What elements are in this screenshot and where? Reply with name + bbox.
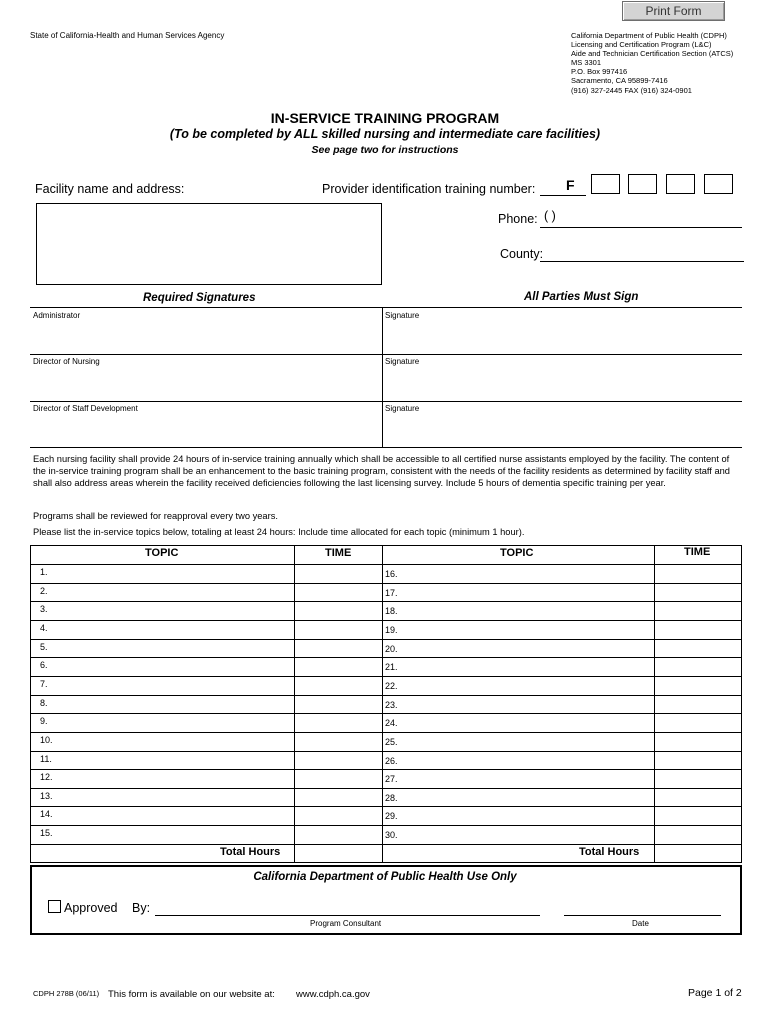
topic-row-number[interactable]: 12. <box>40 772 53 782</box>
topics-instructions: Please list the in-service topics below, totaling at least 24 hours: Include time allocated for each topic (minimum 1 hour). <box>33 527 525 537</box>
table-row-divider <box>30 769 742 770</box>
requirements-paragraph: Each nursing facility shall provide 24 hours of in-service training annually which shall be accessible to all certified nurse assistants employed by the facility. The content of the in-service training program shall be an enhancement to the basic training program, consistent with the needs of the facility residents as determined by facility staff and shall also address areas wherein the facility received deficiencies following the last licensing survey. Include 5 hours of dementia specific training per year. <box>33 454 730 488</box>
topic-row-number[interactable]: 19. <box>385 625 398 635</box>
total-hours-label-left: Total Hours <box>220 846 281 858</box>
administrator-signature-field[interactable]: Signature <box>385 311 420 320</box>
table-row-divider <box>30 601 742 602</box>
phone-field[interactable]: ( ) <box>544 209 556 223</box>
topic-row-number[interactable]: 15. <box>40 828 53 838</box>
topic-row-number[interactable]: 17. <box>385 588 398 598</box>
table-row-divider <box>30 751 742 752</box>
table-row-divider <box>30 564 742 565</box>
date-label: Date <box>632 919 649 928</box>
page-number: Page 1 of 2 <box>688 987 742 999</box>
provider-id-prefix: F <box>566 177 575 193</box>
facility-address-field[interactable] <box>36 203 382 285</box>
cdph-line: P.O. Box 997416 <box>571 67 628 77</box>
topic-row-number[interactable]: 5. <box>40 642 48 652</box>
reapproval-note: Programs shall be reviewed for reapproval every two years. <box>33 511 278 521</box>
provider-id-label: Provider identification training number: <box>322 182 536 196</box>
administrator-label: Administrator <box>33 311 81 320</box>
cdph-line: Sacramento, CA 95899-7416 <box>571 76 668 86</box>
topic-row-number[interactable]: 28. <box>385 793 398 803</box>
table-row-divider <box>30 676 742 677</box>
director-of-staff-development-signature-field[interactable]: Signature <box>385 404 420 413</box>
provider-id-underline <box>540 195 586 196</box>
county-field[interactable] <box>540 261 744 262</box>
topic-row-number[interactable]: 16. <box>385 569 398 579</box>
topic-header-left: TOPIC <box>145 547 179 559</box>
print-form-button[interactable]: Print Form <box>622 1 725 21</box>
time-header-right: TIME <box>684 546 711 558</box>
approved-label: Approved <box>64 901 118 915</box>
table-row-divider <box>30 844 742 845</box>
topic-row-number[interactable]: 14. <box>40 809 53 819</box>
total-hours-label-right: Total Hours <box>579 846 640 858</box>
cdph-line: California Department of Public Health (CDPH) <box>571 31 727 40</box>
topic-row-number[interactable]: 6. <box>40 660 48 670</box>
signatures-row-divider <box>30 354 742 355</box>
table-row-divider <box>30 657 742 658</box>
website-note: This form is available on our website at: <box>108 989 275 1000</box>
topic-header-right: TOPIC <box>500 547 534 559</box>
program-consultant-label: Program Consultant <box>310 919 382 928</box>
approved-checkbox[interactable] <box>48 900 61 913</box>
website-link[interactable]: www.cdph.ca.gov <box>296 989 370 1000</box>
date-field[interactable] <box>564 915 721 916</box>
facility-name-label: Facility name and address: <box>35 182 185 196</box>
form-title: IN-SERVICE TRAINING PROGRAM <box>270 110 500 126</box>
by-label: By: <box>132 901 151 915</box>
table-row-divider <box>30 806 742 807</box>
topic-row-number[interactable]: 3. <box>40 604 48 614</box>
topic-row-number[interactable]: 7. <box>40 679 48 689</box>
signatures-divider <box>382 307 383 448</box>
table-row-divider <box>30 639 742 640</box>
topic-row-number[interactable]: 11. <box>40 754 52 764</box>
director-of-nursing-label: Director of Nursing <box>33 357 100 366</box>
topic-row-number[interactable]: 1. <box>40 567 48 577</box>
cdph-line: Licensing and Certification Program (L&C) <box>571 40 712 50</box>
director-of-nursing-signature-field[interactable]: Signature <box>385 357 420 366</box>
all-parties-heading: All Parties Must Sign <box>524 291 639 303</box>
table-divider <box>654 545 655 863</box>
cdph-line: Aide and Technician Certification Section (ATCS) <box>571 49 734 59</box>
table-divider <box>294 545 295 863</box>
topic-row-number[interactable]: 8. <box>40 698 48 708</box>
cdph-line: (916) 327-2445 FAX (916) 324-0901 <box>571 85 692 95</box>
form-subtitle: (To be completed by ALL skilled nursing and intermediate care facilities) <box>169 127 601 141</box>
table-row-divider <box>30 732 742 733</box>
topic-row-number[interactable]: 2. <box>40 586 48 596</box>
provider-id-digit-box[interactable] <box>628 174 657 194</box>
form-code: CDPH 278B (06/11) <box>33 989 100 998</box>
signatures-row-divider <box>30 401 742 402</box>
topic-row-number[interactable]: 20. <box>385 644 398 654</box>
topic-row-number[interactable]: 23. <box>385 700 398 710</box>
topic-row-number[interactable]: 10. <box>40 735 53 745</box>
program-consultant-field[interactable] <box>155 915 540 916</box>
cdph-use-only-title: California Department of Public Health Use Only <box>253 871 517 883</box>
form-instructions-note: See page two for instructions <box>311 144 459 156</box>
topic-row-number[interactable]: 18. <box>385 606 398 616</box>
topic-row-number[interactable]: 26. <box>385 756 398 766</box>
table-row-divider <box>30 583 742 584</box>
topic-row-number[interactable]: 21. <box>385 662 398 672</box>
signatures-table <box>30 307 742 448</box>
provider-id-digit-box[interactable] <box>591 174 620 194</box>
phone-label: Phone: <box>498 212 538 226</box>
time-header-left: TIME <box>325 547 352 559</box>
provider-id-digit-box[interactable] <box>666 174 695 194</box>
phone-underline <box>540 227 742 228</box>
director-of-staff-development-label: Director of Staff Development <box>33 404 138 413</box>
table-row-divider <box>30 620 742 621</box>
topic-row-number[interactable]: 30. <box>385 830 398 840</box>
table-row-divider <box>30 695 742 696</box>
cdph-address-block <box>571 31 733 95</box>
topic-row-number[interactable]: 9. <box>40 716 48 726</box>
cdph-line: MS 3301 <box>571 58 602 68</box>
table-row-divider <box>30 788 742 789</box>
agency-name: State of California-Health and Human Services Agency <box>30 31 225 40</box>
topic-row-number[interactable]: 4. <box>40 623 48 633</box>
table-row-divider <box>30 713 742 714</box>
topic-row-number[interactable]: 27. <box>385 774 398 784</box>
topic-row-number[interactable]: 29. <box>385 811 398 821</box>
topic-row-number[interactable]: 13. <box>40 791 53 801</box>
provider-id-digit-box[interactable] <box>704 174 733 194</box>
required-signatures-heading: Required Signatures <box>143 292 256 304</box>
table-divider <box>382 545 383 863</box>
topic-row-number[interactable]: 25. <box>385 737 398 747</box>
topic-row-number[interactable]: 24. <box>385 718 398 728</box>
county-label: County: <box>500 247 544 261</box>
table-row-divider <box>30 825 742 826</box>
topic-row-number[interactable]: 22. <box>385 681 398 691</box>
